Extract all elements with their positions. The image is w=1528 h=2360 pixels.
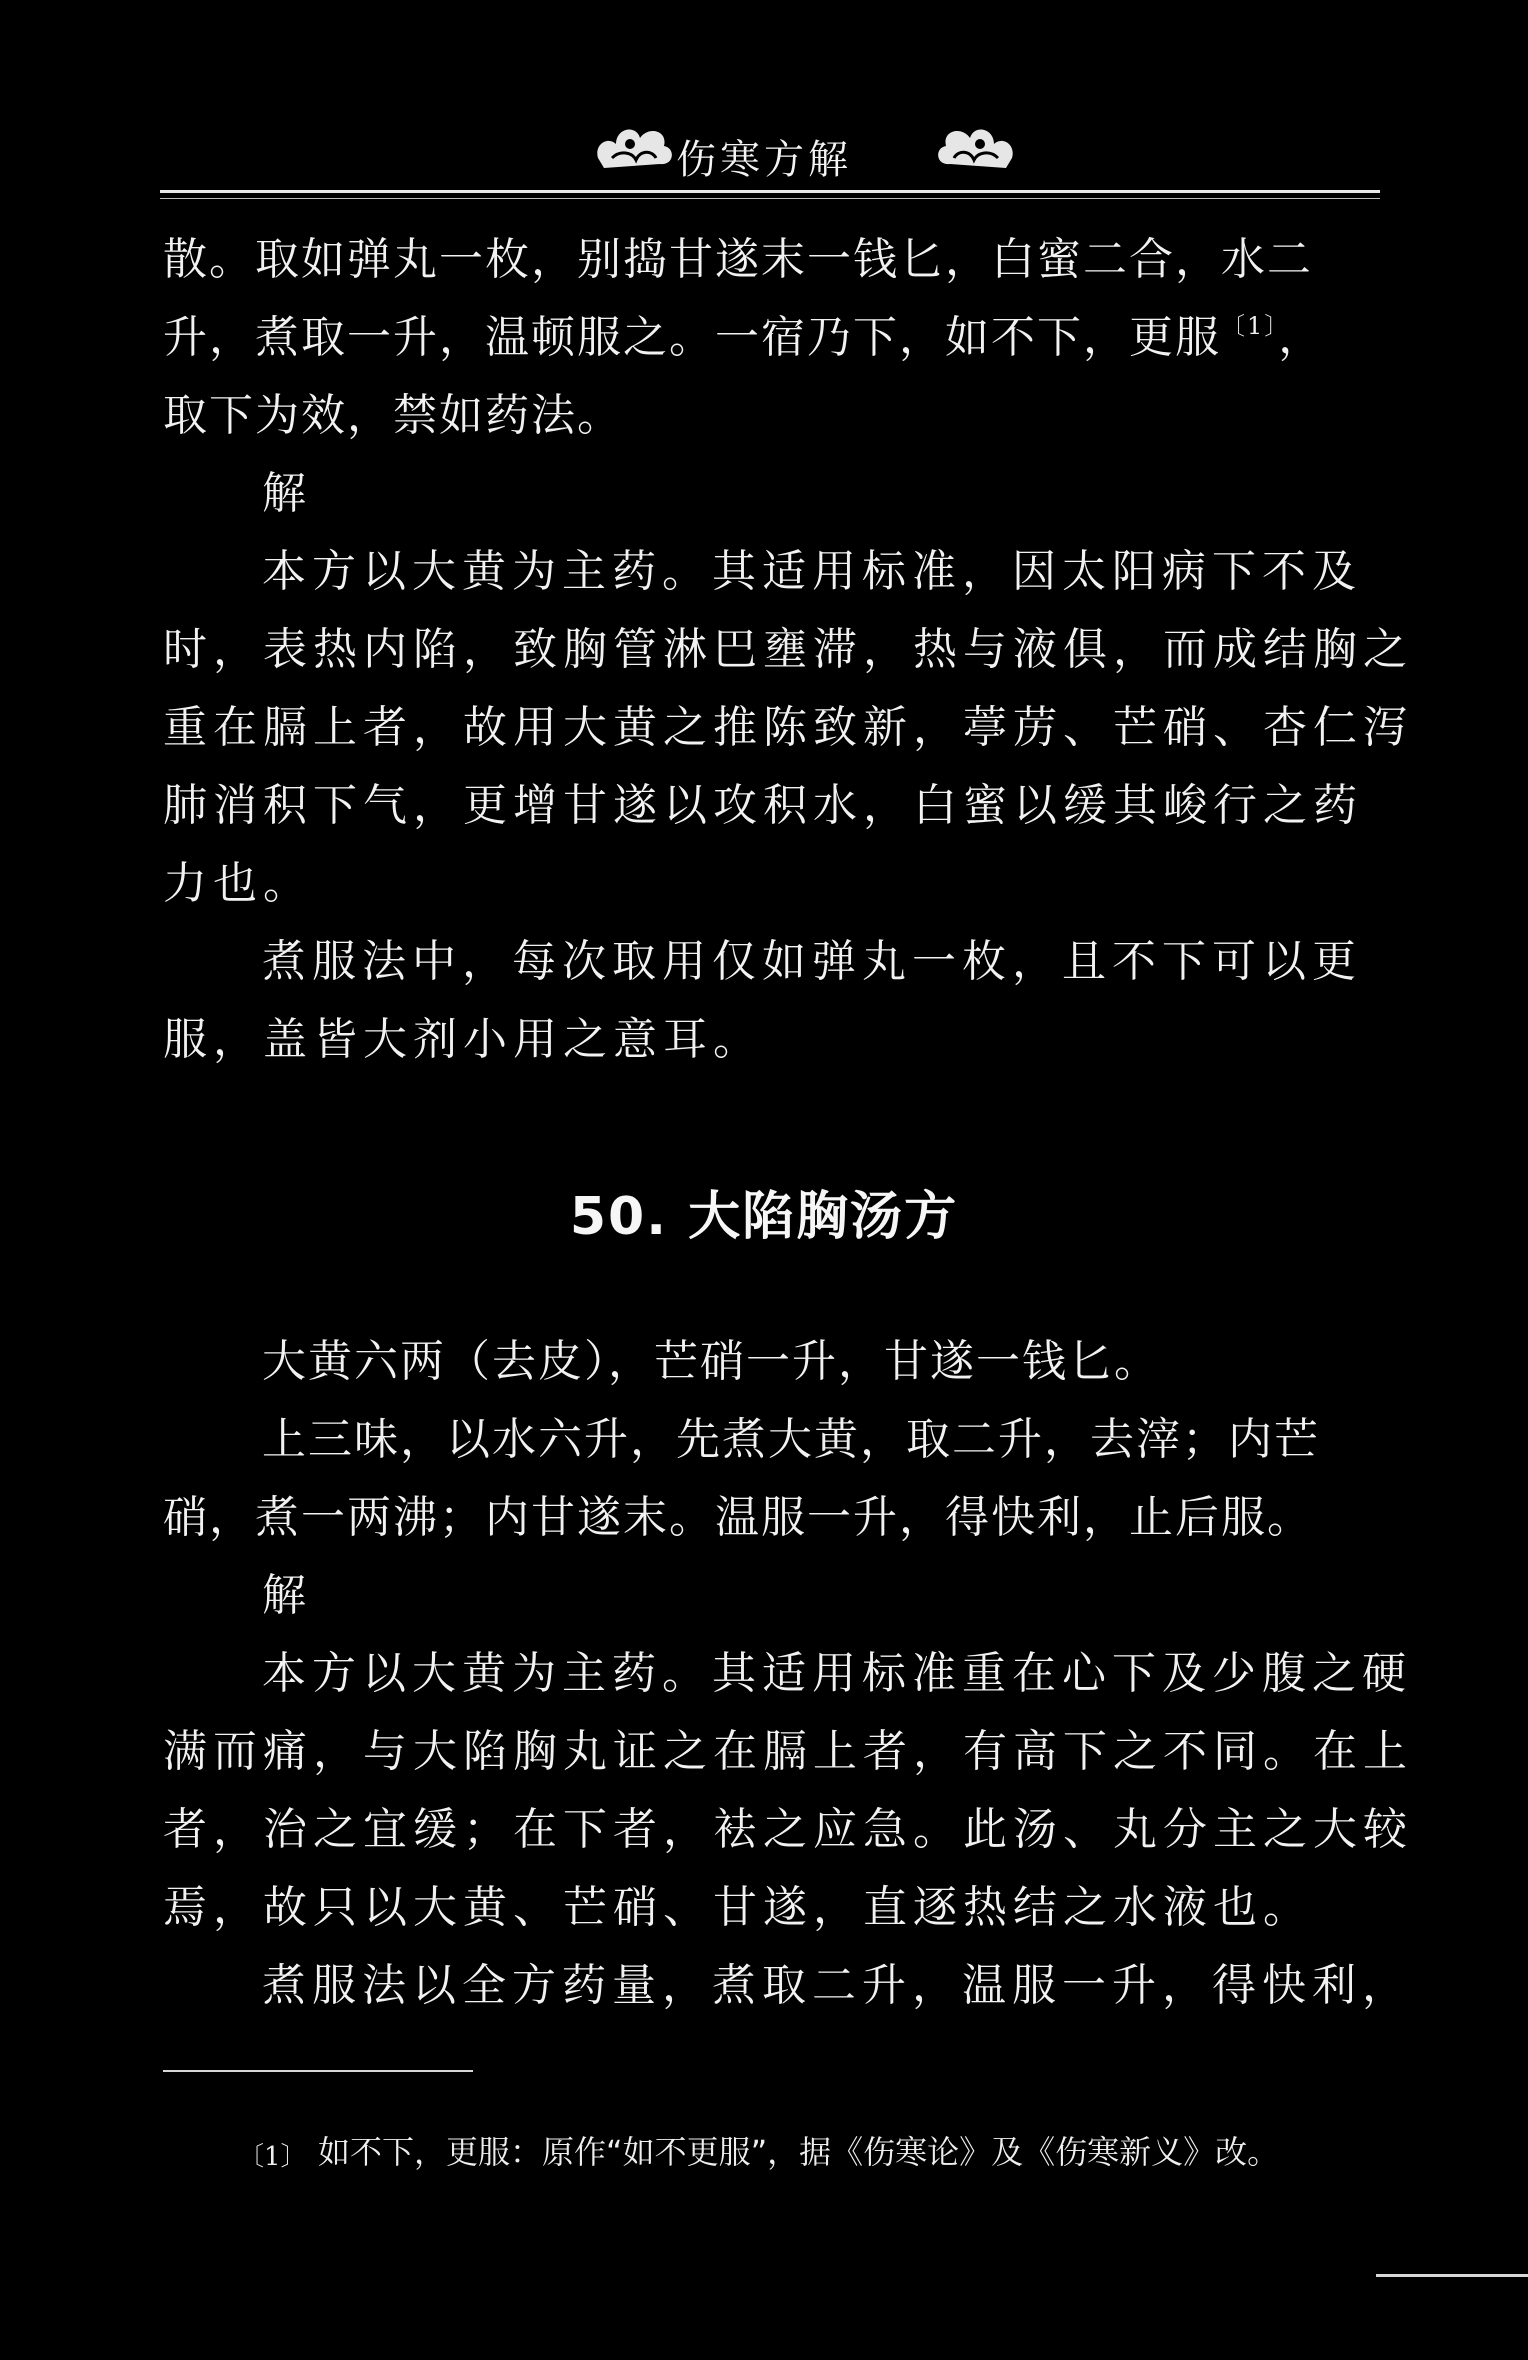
text-line: 取下为效，禁如药法。	[163, 390, 623, 441]
header-rule-thin	[160, 198, 1380, 199]
header-rule	[160, 190, 1380, 193]
text-line: 散。取如弹丸一枚，别捣甘遂末一钱匕，白蜜二合，水二	[163, 234, 1313, 285]
text-line: 肺消积下气，更增甘遂以攻积水，白蜜以缓其峻行之药	[163, 780, 1363, 831]
page-edge-line	[1376, 2274, 1528, 2277]
text-line: 焉，故只以大黄、芒硝、甘遂，直逐热结之水液也。	[163, 1882, 1313, 1933]
text-segment: 升，煮取一升，温顿服之。一宿乃下，如不下，更服	[163, 312, 1221, 363]
text-line: 者，治之宜缓；在下者，袪之应急。此汤、丸分主之大较	[163, 1804, 1413, 1855]
running-header	[0, 100, 1528, 196]
text-line: 力也。	[163, 858, 313, 909]
footnote-rule	[163, 2070, 473, 2072]
text-line: 上三味，以水六升，先煮大黄，取二升，去滓；内芒	[262, 1414, 1320, 1465]
footnote-text: 如不下，更服：原作“如不更服”，据《伤寒论》及《伤寒新义》改。	[318, 2133, 1280, 2171]
text-line: 服，盖皆大剂小用之意耳。	[163, 1014, 763, 1065]
text-line: 本方以大黄为主药。其适用标准，因太阳病下不及	[262, 546, 1362, 597]
header-title: 伤寒方解	[676, 137, 852, 183]
text-segment: ，	[1278, 312, 1325, 363]
footnote-mark: 〔1〕	[238, 2142, 307, 2172]
footnote-ref: 〔1〕	[1221, 312, 1279, 340]
text-line: 煮服法以全方药量，煮取二升，温服一升，得快利，	[262, 1960, 1412, 2011]
text-line: 重在膈上者，故用大黄之推陈致新，葶苈、芒硝、杏仁泻	[163, 702, 1413, 753]
ingredients-line: 大黄六两（去皮），芒硝一升，甘遂一钱匕。	[262, 1336, 1160, 1387]
text-line	[163, 312, 1383, 364]
text-line: 硝，煮一两沸；内甘遂末。温服一升，得快利，止后服。	[163, 1492, 1313, 1543]
text-line: 本方以大黄为主药。其适用标准重在心下及少腹之硬	[262, 1648, 1412, 1699]
text-line: 时，表热内陷，致胸管淋巴壅滞，热与液俱，而成结胸之	[163, 624, 1413, 675]
explanation-heading: 解	[262, 1570, 306, 1621]
text-line: 煮服法中，每次取用仅如弹丸一枚，且不下可以更	[262, 936, 1362, 987]
text-line: 满而痛，与大陷胸丸证之在膈上者，有高下之不同。在上	[163, 1726, 1413, 1777]
cloud-ornament-icon	[930, 114, 1020, 178]
explanation-heading: 解	[262, 468, 306, 519]
section-title: 50. 大陷胸汤方	[569, 1187, 959, 1247]
